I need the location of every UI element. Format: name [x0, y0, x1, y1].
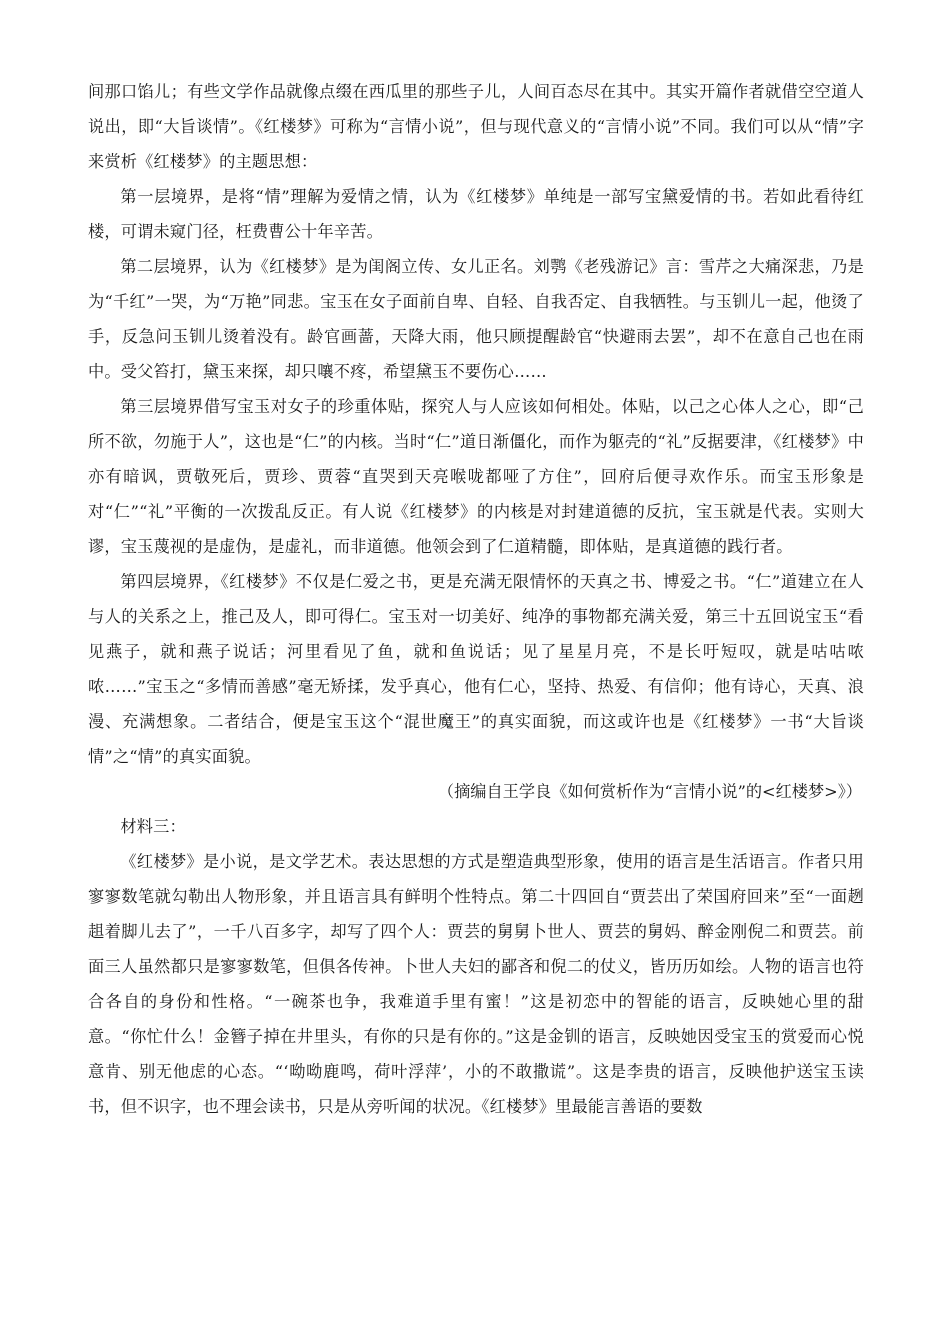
- paragraph-first-level: 第一层境界，是将“情”理解为爱情之情，认为《红楼梦》单纯是一部写宝黛爱情的书。若如此看待红楼，可谓未窥门径，枉费曹公十年辛苦。: [88, 187, 864, 241]
- paragraph-third-level: 第三层境界借写宝玉对女子的珍重体贴，探究人与人应该如何相处。体贴，以己之心体人之心，即“己所不欲，勿施于人”，这也是“仁”的内核。当时“仁”道日渐僵化，而作为躯壳的“礼”反据要津，《红楼梦》中亦有暗讽，贾敬死后，贾珍、贾蓉“直哭到天亮喉咙都哑了方住”，回府后便寻欢作乐。而宝玉形象是对“仁”“礼”平衡的一次拨乱反正。有人说《红楼梦》的内核是对封建道德的反抗，宝玉就是代表。实则大谬，宝玉蔑视的是虚伪，是虚礼，而非道德。他领会到了仁道精髓，即体贴，是真道德的践行者。: [88, 397, 864, 556]
- material-three-heading: 材料三：: [120, 817, 186, 836]
- paragraph-fourth-level: 第四层境界，《红楼梦》不仅是仁爱之书，更是充满无限情怀的天真之书、博爱之书。“仁”道建立在人与人的关系之上，推己及人，即可得仁。宝玉对一切美好、纯净的事物都充满关爱，第三十五回说宝玉“看见燕子，就和燕子说话；河里看见了鱼，就和鱼说话；见了星星月亮，不是长吁短叹，就是咕咕哝哝……”宝玉之“多情而善感”毫无矫揉，发乎真心，他有仁心，坚持、热爱、有信仰；他有诗心，天真、浪漫、充满想象。二者结合，便是宝玉这个“混世魔王”的真实面貌，而这或许也是《红楼梦》一书“大旨谈情”之“情”的真实面貌。: [88, 572, 864, 766]
- paragraph-second-level: 第二层境界，认为《红楼梦》是为闺阁立传、女儿正名。刘鹗《老残游记》言：雪芹之大痛深悲，乃是为“千红”一哭，为“万艳”同悲。宝玉在女子面前自卑、自轻、自我否定、自我牺牲。与玉钏儿一起，他烫了手，反急问玉钏儿烫着没有。龄官画蔷，天降大雨，他只顾提醒龄官“快避雨去罢”，却不在意自己也在雨中。受父笞打，黛玉来探，却只嚷不疼，希望黛玉不要伤心……: [88, 257, 864, 381]
- document-page: [88, 74, 864, 1124]
- paragraph-continuation: 间那口馅儿；有些文学作品就像点缀在西瓜里的那些子儿，人间百态尽在其中。其实开篇作者就借空空道人说出，即“大旨谈情”。《红楼梦》可称为“言情小说”，但与现代意义的“言情小说”不同。我们可以从“情”字来赏析《红楼梦》的主题思想：: [88, 82, 864, 171]
- source-citation: （摘编自王学良《如何赏析作为“言情小说”的<红楼梦>》）: [437, 782, 862, 801]
- paragraph-material-three: 《红楼梦》是小说，是文学艺术。表达思想的方式是塑造典型形象，使用的语言是生活语言。作者只用寥寥数笔就勾勒出人物形象，并且语言具有鲜明个性特点。第二十四回自“贾芸出了荣国府回来”至“一面趔趄着脚儿去了”，一千八百多字，却写了四个人：贾芸的舅舅卜世人、贾芸的舅妈、醉金刚倪二和贾芸。前面三人虽然都只是寥寥数笔，但俱各传神。卜世人夫妇的鄙吝和倪二的仗义，皆历历如绘。人物的语言也符合各自的身份和性格。“一碗茶也争，我难道手里有蜜！”这是初恋中的智能的语言，反映她心里的甜意。“你忙什么！金簪子掉在井里头，有你的只是有你的。”这是金钏的语言，反映她因受宝玉的赏爱而心悦意肯、别无他虑的心态。“‘呦呦鹿鸣，荷叶浮萍’，小的不敢撒谎”。这是李贵的语言，反映他护送宝玉读书，但不识字，也不理会读书，只是从旁听闻的状况。《红楼梦》里最能言善语的要数: [88, 852, 864, 1116]
